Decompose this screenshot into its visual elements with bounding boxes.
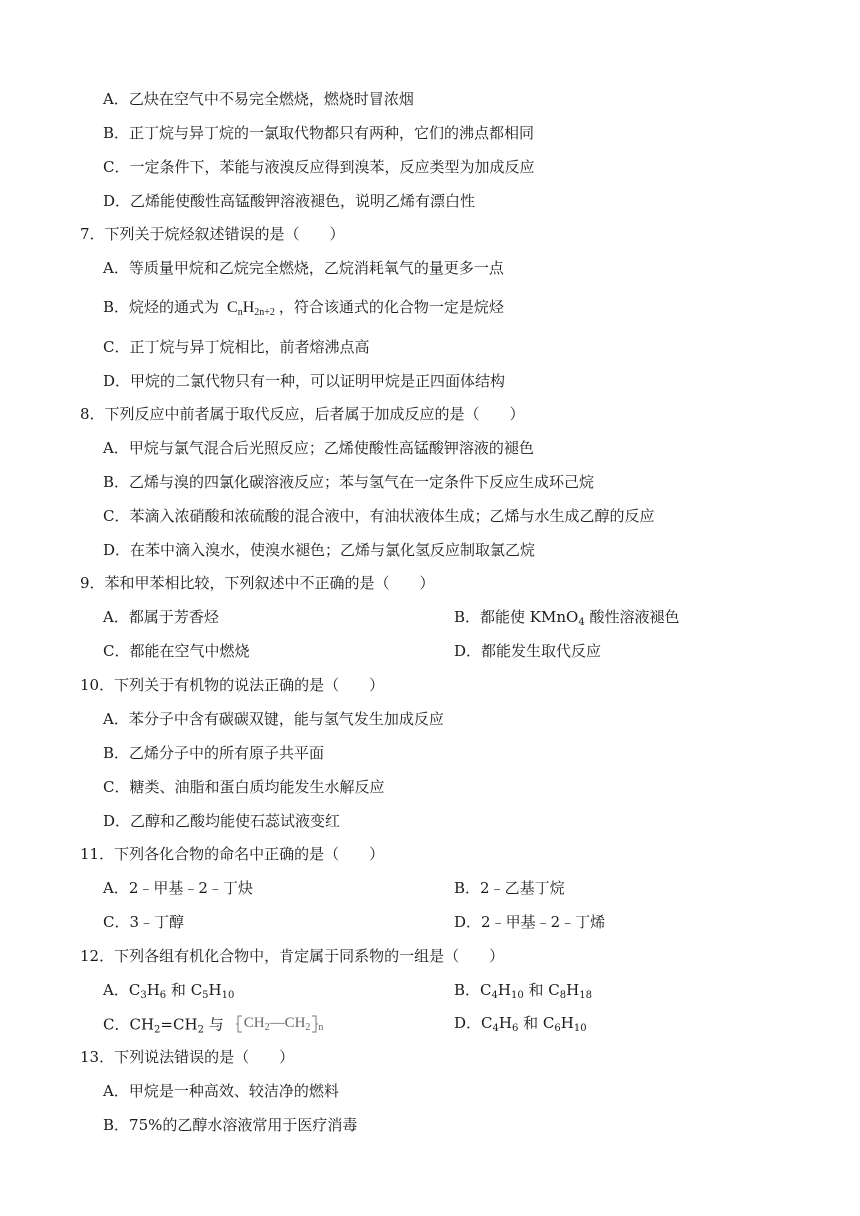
q11-option-a: A．2﹣甲基﹣2﹣丁炔 <box>103 879 253 897</box>
chem-text: D．C <box>454 1014 493 1032</box>
chem-text: 和 C <box>523 981 560 999</box>
chem-sub: 6 <box>554 1023 561 1034</box>
chem-sub: 4 <box>492 1023 499 1034</box>
chem-text: 和 C <box>166 981 203 999</box>
chem-sub: 10 <box>221 990 235 1001</box>
chem-sub: 2 <box>154 1024 161 1036</box>
formula-h: H <box>242 299 255 316</box>
q8-option-a: A．甲烷与氯气混合后光照反应；乙烯使酸性高锰酸钾溶液的褪色 <box>103 439 534 457</box>
chem-sub: 8 <box>559 990 567 1001</box>
q7-option-b-suffix: ，符合该通式的化合物一定是烷烃 <box>278 298 504 316</box>
chem-sub: 6 <box>159 990 167 1001</box>
poly-ch-left: CH <box>243 1015 265 1031</box>
q9-option-c: C．都能在空气中燃烧 <box>103 642 250 660</box>
q10-option-a: A．苯分子中含有碳碳双键，能与氢气发生加成反应 <box>103 710 444 728</box>
alkane-general-formula <box>227 299 275 316</box>
chem-sub: 3 <box>140 990 147 1001</box>
chem-sub: 4 <box>491 990 498 1001</box>
q10-option-d: D．乙醇和乙酸均能使石蕊试液变红 <box>103 812 341 830</box>
q12-stem: 12．下列各组有机化合物中，肯定属于同系物的一组是（ ） <box>80 947 505 965</box>
q10-stem: 10．下列关于有机物的说法正确的是（ ） <box>80 676 385 694</box>
q8-option-c: C．苯滴入浓硝酸和浓硫酸的混合液中，有油状液体生成；乙烯与水生成乙醇的反应 <box>103 507 655 525</box>
q9-option-d: D．都能发生取代反应 <box>454 642 602 660</box>
q12-option-d <box>454 1013 587 1039</box>
q7-option-b-prefix: B．烷烃的通式为 <box>103 298 220 316</box>
q13-stem: 13．下列说法错误的是（ ） <box>80 1048 295 1066</box>
chem-text: 和 C <box>518 1014 555 1032</box>
q11-stem: 11．下列各化合物的命名中正确的是（ ） <box>80 845 385 863</box>
q7-option-d: D．甲烷的二氯代物只有一种，可以证明甲烷是正四面体结构 <box>103 372 506 390</box>
poly-ch-right: CH <box>284 1015 306 1031</box>
poly-sub-left: 2 <box>264 1022 270 1033</box>
q7-option-a: A．等质量甲烷和乙烷完全燃烧，乙烷消耗氧气的量更多一点 <box>103 259 504 277</box>
formula-h-subscript: 2n+2 <box>254 307 275 318</box>
q6-option-a: A．乙炔在空气中不易完全燃烧，燃烧时冒浓烟 <box>103 90 414 108</box>
chem-sub: 10 <box>573 1023 587 1034</box>
q6-option-b: B．正丁烷与异丁烷的一氯取代物都只有两种，它们的沸点都相同 <box>103 124 535 142</box>
formula-c: C <box>227 299 238 316</box>
chem-text: C．CH <box>103 1015 155 1034</box>
formula-n: n <box>237 307 243 318</box>
q7-option-b <box>103 297 504 323</box>
q10-option-c: C．糖类、油脂和蛋白质均能发生水解反应 <box>103 778 385 796</box>
chem-text: =CH <box>160 1015 198 1034</box>
chem-text: H <box>146 981 160 999</box>
q13-option-b: B．75%的乙醇水溶液常用于医疗消毒 <box>103 1116 358 1134</box>
poly-n: n <box>318 1022 324 1033</box>
q9-option-b-suffix: 酸性溶液褪色 <box>584 608 680 626</box>
q8-option-d: D．在苯中滴入溴水，使溴水褪色；乙烯与氯化氢反应制取氯乙烷 <box>103 541 536 559</box>
poly-sub-right: 2 <box>305 1022 311 1033</box>
chem-sub: 2 <box>197 1024 204 1036</box>
q11-option-c: C．3﹣丁醇 <box>103 913 185 931</box>
chem-sub: 10 <box>510 990 524 1001</box>
q12-option-a <box>103 980 234 1006</box>
chem-text: A．C <box>103 981 141 999</box>
chem-sub: 18 <box>579 990 592 1001</box>
chem-text: H <box>560 1014 574 1032</box>
q7-option-c: C．正丁烷与异丁烷相比，前者熔沸点高 <box>103 338 370 356</box>
q6-option-d: D．乙烯能使酸性高锰酸钾溶液褪色，说明乙烯有漂白性 <box>103 192 476 210</box>
chem-text: H <box>566 981 580 999</box>
q11-option-b: B．2﹣乙基丁烷 <box>454 879 565 897</box>
chem-sub: 6 <box>511 1023 519 1034</box>
q12-option-b <box>454 980 592 1006</box>
q12-option-c <box>103 1013 323 1041</box>
left-bracket-icon <box>236 1014 244 1034</box>
q9-stem: 9．苯和甲苯相比较，下列叙述中不正确的是（ ） <box>80 574 435 592</box>
q9-option-b-prefix: B．都能使 KMnO <box>454 608 579 626</box>
chem-text: H <box>497 981 511 999</box>
poly-bond: — <box>269 1015 285 1031</box>
q11-option-d: D．2﹣甲基﹣2﹣丁烯 <box>454 913 606 931</box>
q8-option-b: B．乙烯与溴的四氯化碳溶液反应；苯与氢气在一定条件下反应生成环己烷 <box>103 473 595 491</box>
chem-sub: 5 <box>202 990 209 1001</box>
q9-option-a: A．都属于芳香烃 <box>103 608 219 626</box>
chem-text: H <box>208 981 222 999</box>
q9-option-b-subscript: 4 <box>578 617 585 628</box>
q9-option-b <box>454 607 679 633</box>
chem-text: H <box>498 1014 512 1032</box>
q7-stem: 7．下列关于烷烃叙述错误的是（ ） <box>80 225 345 243</box>
chem-text: B．C <box>454 981 492 999</box>
chem-text: 与 <box>203 1015 224 1034</box>
q6-option-c: C．一定条件下，苯能与液溴反应得到溴苯，反应类型为加成反应 <box>103 158 535 176</box>
q8-stem: 8．下列反应中前者属于取代反应，后者属于加成反应的是（ ） <box>80 405 525 423</box>
polyethylene-formula <box>236 1013 324 1038</box>
q10-option-b: B．乙烯分子中的所有原子共平面 <box>103 744 325 762</box>
q13-option-a: A．甲烷是一种高效、较洁净的燃料 <box>103 1082 339 1100</box>
